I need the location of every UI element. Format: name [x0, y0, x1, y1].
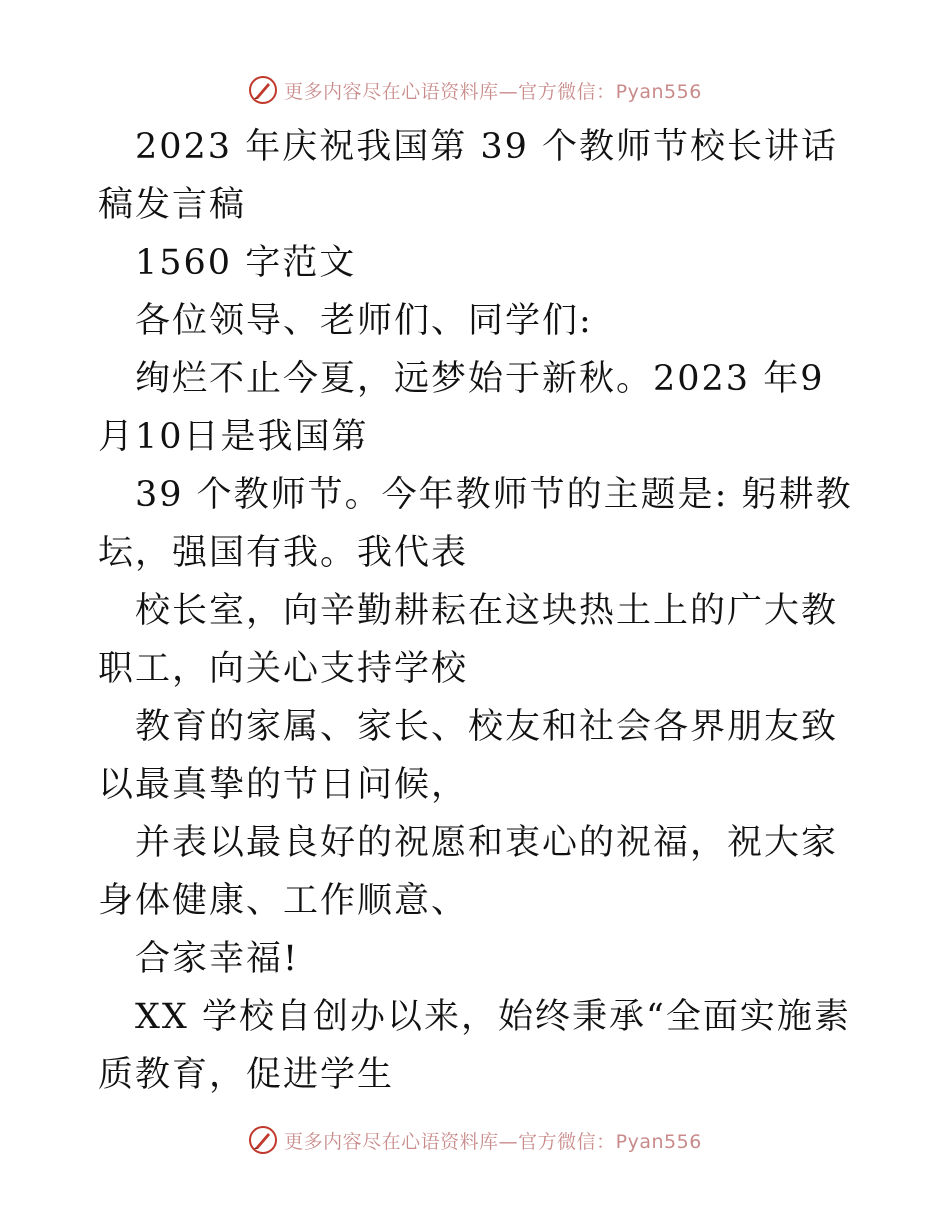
quill-pen-logo-icon: [248, 1125, 278, 1155]
body-paragraph: XX 学校自创办以来，始终秉承“全面实施素质教育，促进学生: [98, 997, 851, 1095]
body-paragraph: 教育的家属、家长、校友和社会各界朋友致以最真挚的节日问候，: [98, 707, 839, 805]
header-banner: [0, 70, 950, 110]
word-count-line: 1560 字范文: [135, 243, 357, 283]
body-paragraph: 绚烂不止今夏，远梦始于新秋。2023 年9月10日是我国第: [98, 359, 825, 457]
footer-banner: [0, 1120, 950, 1160]
salutation: 各位领导、老师们、同学们:: [135, 301, 593, 341]
body-paragraph: 39 个教师节。今年教师节的主题是: 躬耕教坛，强国有我。我代表: [98, 475, 853, 573]
body-paragraph: 合家幸福!: [135, 939, 300, 979]
body-paragraph: 校长室，向辛勤耕耘在这块热土上的广大教职工，向关心支持学校: [98, 591, 839, 689]
header-banner-text: 更多内容尽在心语资料库—官方微信：Pyan556: [284, 80, 702, 103]
footer-banner-text: 更多内容尽在心语资料库—官方微信：Pyan556: [284, 1130, 702, 1153]
document-title: 2023 年庆祝我国第 39 个教师节校长讲话稿发言稿: [98, 127, 838, 225]
body-paragraph: 并表以最良好的祝愿和衷心的祝福，祝大家身体健康、工作顺意、: [98, 823, 839, 921]
quill-pen-logo-icon: [248, 75, 278, 105]
document-body: [98, 118, 858, 1104]
